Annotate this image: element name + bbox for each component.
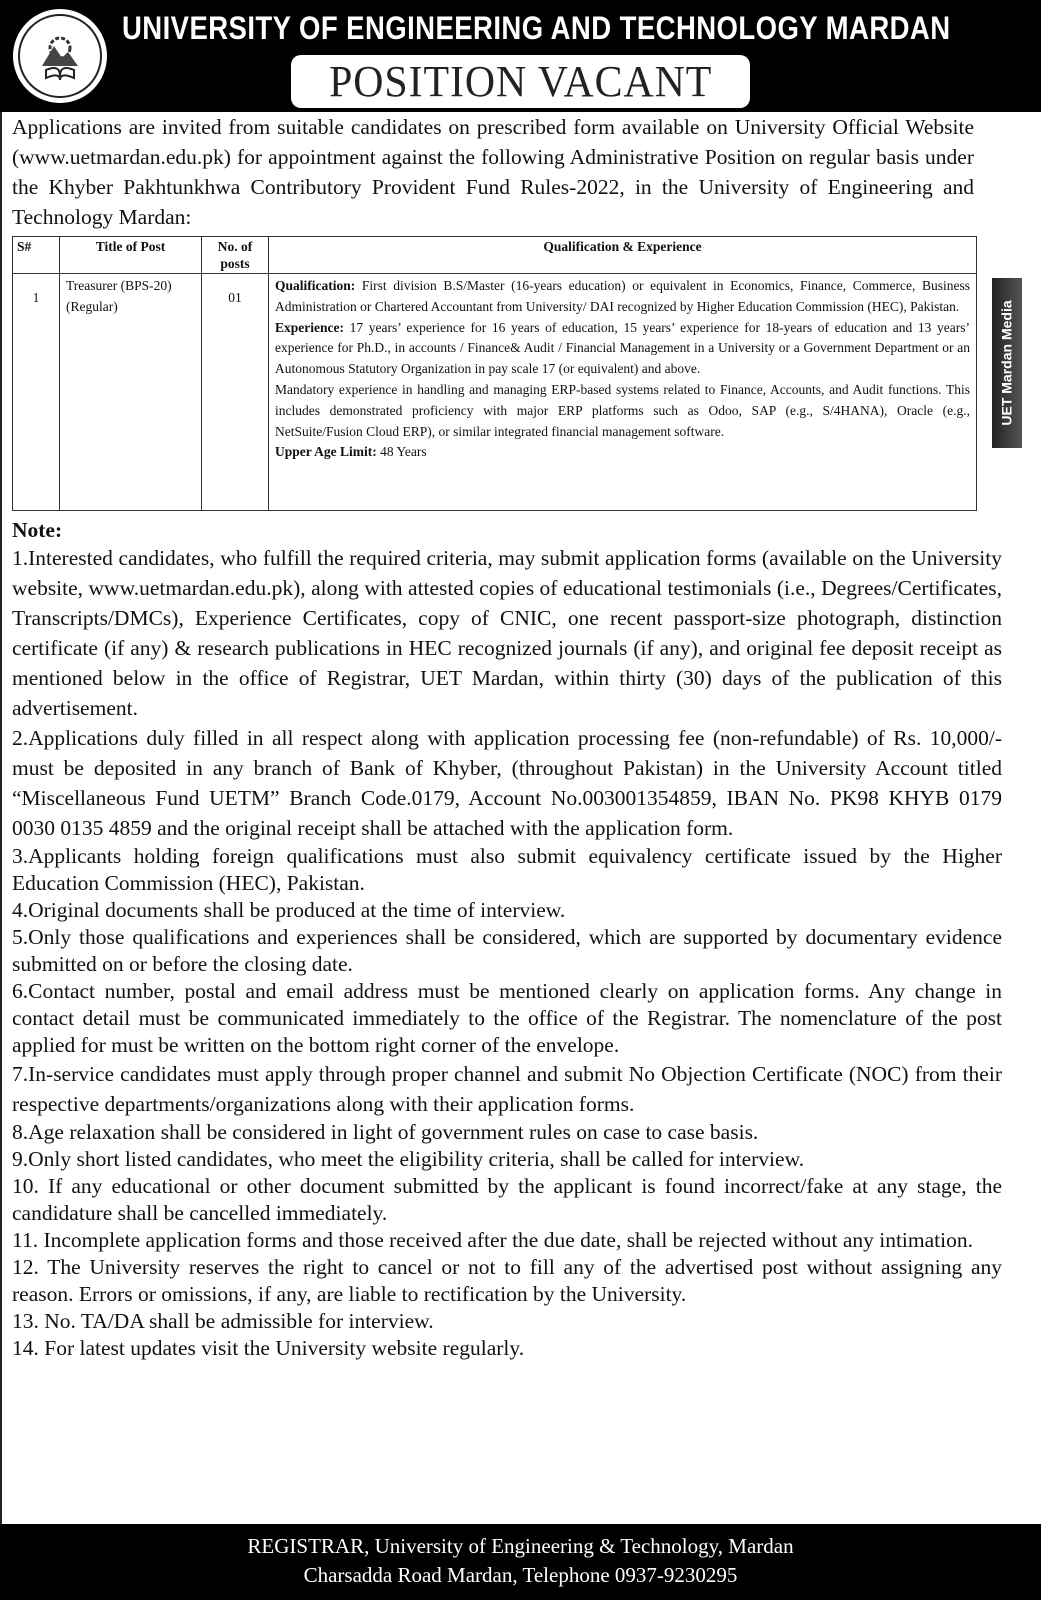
experience-label: Experience: bbox=[275, 319, 344, 335]
notes-section bbox=[12, 517, 1002, 1362]
note-item: 6.Contact number, postal and email address must be mentioned clearly on application forms. Any change in contact detail must be communicated immediately to the office of the Registrar. The nomenclature of the post applied for must be written on the bottom right corner of the envelope. bbox=[12, 979, 1002, 1057]
note-item: 1.Interested candidates, who fulfill the required criteria, may submit application forms (available on the University website, www.uetmardan.edu.pk), along with attested copies of educational testimonials (i.e., Degrees/Certificates, Transcripts/DMCs), Experience Certificates, copy of CNIC, one recent passport-size photograph, distinction certificate (if any) & research publications in HEC recognized journals (if any), and original fee deposit receipt as mentioned below in the office of Registrar, UET Mardan, within thirty (30) days of the publication of this advertisement. bbox=[12, 546, 1002, 720]
header-posts: No. of posts bbox=[202, 237, 269, 274]
notes-heading: Note: bbox=[12, 518, 63, 542]
note-item: 2.Applications duly filled in all respect along with application processing fee (non-refundable) of Rs. 10,000/- must be deposited in any branch of Bank of Khyber, (throughout Pakistan) in the University Account titled “Miscellaneous Fund UETM” Branch Code.0179, Account No.003001354859, IBAN No. PK98 KHYB 0179 0030 0135 4859 and the original receipt shall be attached with the application form. bbox=[12, 726, 1002, 840]
positions-table bbox=[12, 236, 977, 511]
note-item: 14. For latest updates visit the University website regularly. bbox=[12, 1336, 525, 1360]
cell-sno: 1 bbox=[13, 274, 60, 511]
note-item: 8.Age relaxation shall be considered in light of government rules on case to case basis. bbox=[12, 1120, 759, 1144]
table-header-row bbox=[13, 237, 977, 274]
cell-posts: 01 bbox=[202, 274, 269, 511]
header-sno: S# bbox=[13, 237, 60, 274]
experience-text: 17 years’ experience for 16 years of education, 15 years’ experience for 18-years of education and 13 years’ experience for Ph.D., in accounts / Finance& Audit / Financial Management in a University or a Government Department or an Autonomous Statutory Organization in pay scale 17 (or equivalent) and above. bbox=[275, 319, 970, 377]
cell-title: Treasurer (BPS-20) (Regular) bbox=[60, 274, 202, 511]
university-name: UNIVERSITY OF ENGINEERING AND TECHNOLOGY MARDAN bbox=[122, 10, 951, 46]
note-item: 13. No. TA/DA shall be admissible for interview. bbox=[12, 1309, 434, 1333]
university-seal-icon bbox=[13, 9, 107, 103]
age-text: 48 Years bbox=[376, 444, 427, 460]
footer-registrar bbox=[0, 1524, 1041, 1600]
note-item: 9.Only short listed candidates, who meet the eligibility criteria, shall be called for interview. bbox=[12, 1147, 805, 1171]
age-label: Upper Age Limit: bbox=[275, 444, 377, 460]
position-vacant-text: POSITION VACANT bbox=[328, 57, 713, 106]
header-qualification: Qualification & Experience bbox=[269, 237, 977, 274]
mandatory-text: Mandatory experience in handling and managing ERP-based systems related to Finance, Accounts, and Audit functions. This includes demonstrated proficiency with major ERP platforms such as Odoo, SAP (e.g., S/4HANA), Oracle (e.g., NetSuite/Fusion Cloud ERP), or similar integrated financial management software. bbox=[275, 381, 970, 439]
note-item: 7.In-service candidates must apply through proper channel and submit No Objection Certificate (NOC) from their respective departments/organizations along with their application forms. bbox=[12, 1062, 1002, 1116]
footer-line-2: Charsadda Road Mardan, Telephone 0937-9230295 bbox=[303, 1563, 738, 1587]
table-row bbox=[13, 274, 977, 511]
qualification-text: First division B.S/Master (16-years education) or equivalent in Economics, Finance, Commerce, Business Administration or Chartered Accountant from University/ DAI recognized by Higher Education Commission (HEC), Pakistan. bbox=[275, 278, 970, 314]
cell-qualification bbox=[269, 274, 977, 511]
intro-paragraph: Applications are invited from suitable candidates on prescribed form available on University Official Website (www.uetmardan.edu.pk) for appointment against the following Administrative Position on regular basis under the Khyber Pakhtunkhwa Contributory Provident Fund Rules-2022, in the University of Engineering and Technology Mardan: bbox=[12, 115, 974, 229]
footer-line-1: REGISTRAR, University of Engineering & Technology, Mardan bbox=[247, 1534, 794, 1558]
position-vacant-badge bbox=[291, 55, 750, 108]
header-banner bbox=[0, 0, 1041, 112]
note-item: 11. Incomplete application forms and those received after the due date, shall be rejected without any intimation. bbox=[12, 1228, 973, 1252]
media-watermark-text: UET Mardan Media bbox=[999, 300, 1015, 426]
qualification-label: Qualification: bbox=[275, 278, 356, 293]
media-watermark-tab bbox=[992, 278, 1022, 448]
note-item: 12. The University reserves the right to cancel or not to fill any of the advertised post without assigning any reason. Errors or omissions, if any, are liable to rectification by the University. bbox=[12, 1255, 1002, 1306]
note-item: 3.Applicants holding foreign qualifications must also submit equivalency certificate issued by the Higher Education Commission (HEC), Pakistan. bbox=[12, 844, 1002, 895]
note-item: 10. If any educational or other document submitted by the applicant is found incorrect/fake at any stage, the candidature shall be cancelled immediately. bbox=[12, 1174, 1002, 1225]
header-title: Title of Post bbox=[60, 237, 202, 274]
note-item: 5.Only those qualifications and experiences shall be considered, which are supported by documentary evidence submitted on or before the closing date. bbox=[12, 925, 1002, 976]
note-item: 4.Original documents shall be produced at the time of interview. bbox=[12, 898, 566, 922]
